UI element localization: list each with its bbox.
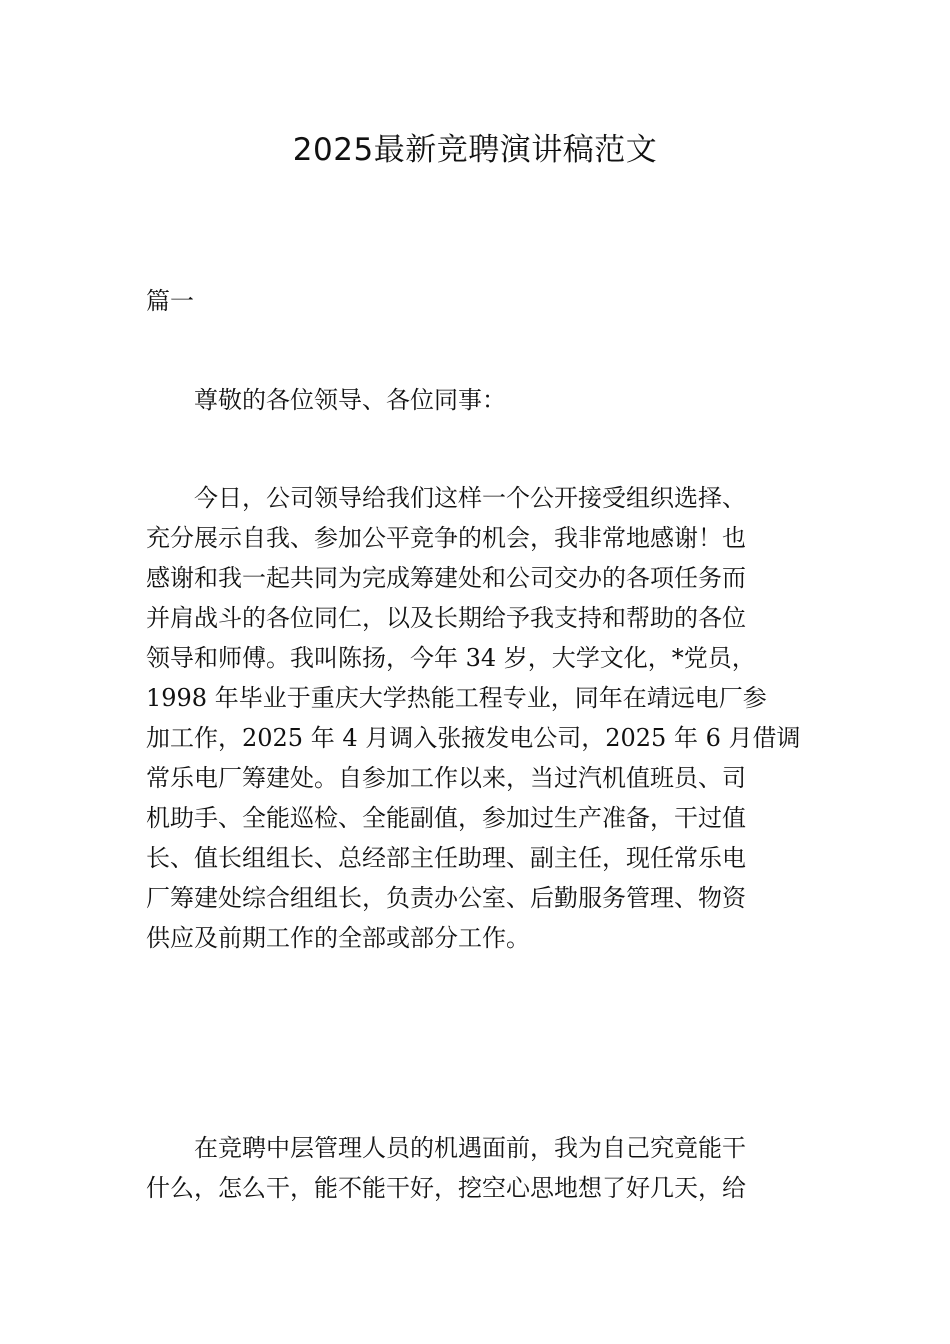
paragraph-1 <box>146 478 836 958</box>
paragraph-line: 感谢和我一起共同为完成筹建处和公司交办的各项任务而 <box>146 564 746 592</box>
paragraph-2 <box>146 1128 836 1208</box>
section-label: 篇一 <box>146 287 194 315</box>
document-title: 2025最新竞聘演讲稿范文 <box>292 132 658 168</box>
paragraph-line: 机助手、全能巡检、全能副值，参加过生产准备，干过值 <box>146 804 746 832</box>
greeting-line: 尊敬的各位领导、各位同事： <box>194 386 506 414</box>
paragraph-line: 1998 年毕业于重庆大学热能工程专业，同年在靖远电厂参 <box>146 684 767 712</box>
paragraph-line: 并肩战斗的各位同仁，以及长期给予我支持和帮助的各位 <box>146 604 746 632</box>
paragraph-line: 充分展示自我、参加公平竞争的机会，我非常地感谢！也 <box>146 524 746 552</box>
paragraph-line: 长、值长组组长、总经部主任助理、副主任，现任常乐电 <box>146 844 746 872</box>
paragraph-line: 常乐电厂筹建处。自参加工作以来，当过汽机值班员、司 <box>146 764 746 792</box>
paragraph-line: 今日，公司领导给我们这样一个公开接受组织选择、 <box>194 484 746 512</box>
paragraph-line: 在竞聘中层管理人员的机遇面前，我为自己究竟能干 <box>194 1134 746 1162</box>
paragraph-line: 什么，怎么干，能不能干好，挖空心思地想了好几天，给 <box>146 1174 746 1202</box>
paragraph-line: 领导和师傅。我叫陈扬，今年 34 岁，大学文化，*党员， <box>146 644 756 672</box>
paragraph-line: 供应及前期工作的全部或部分工作。 <box>146 924 530 952</box>
paragraph-line: 厂筹建处综合组组长，负责办公室、后勤服务管理、物资 <box>146 884 746 912</box>
paragraph-line: 加工作，2025 年 4 月调入张掖发电公司，2025 年 6 月借调 <box>146 724 801 752</box>
